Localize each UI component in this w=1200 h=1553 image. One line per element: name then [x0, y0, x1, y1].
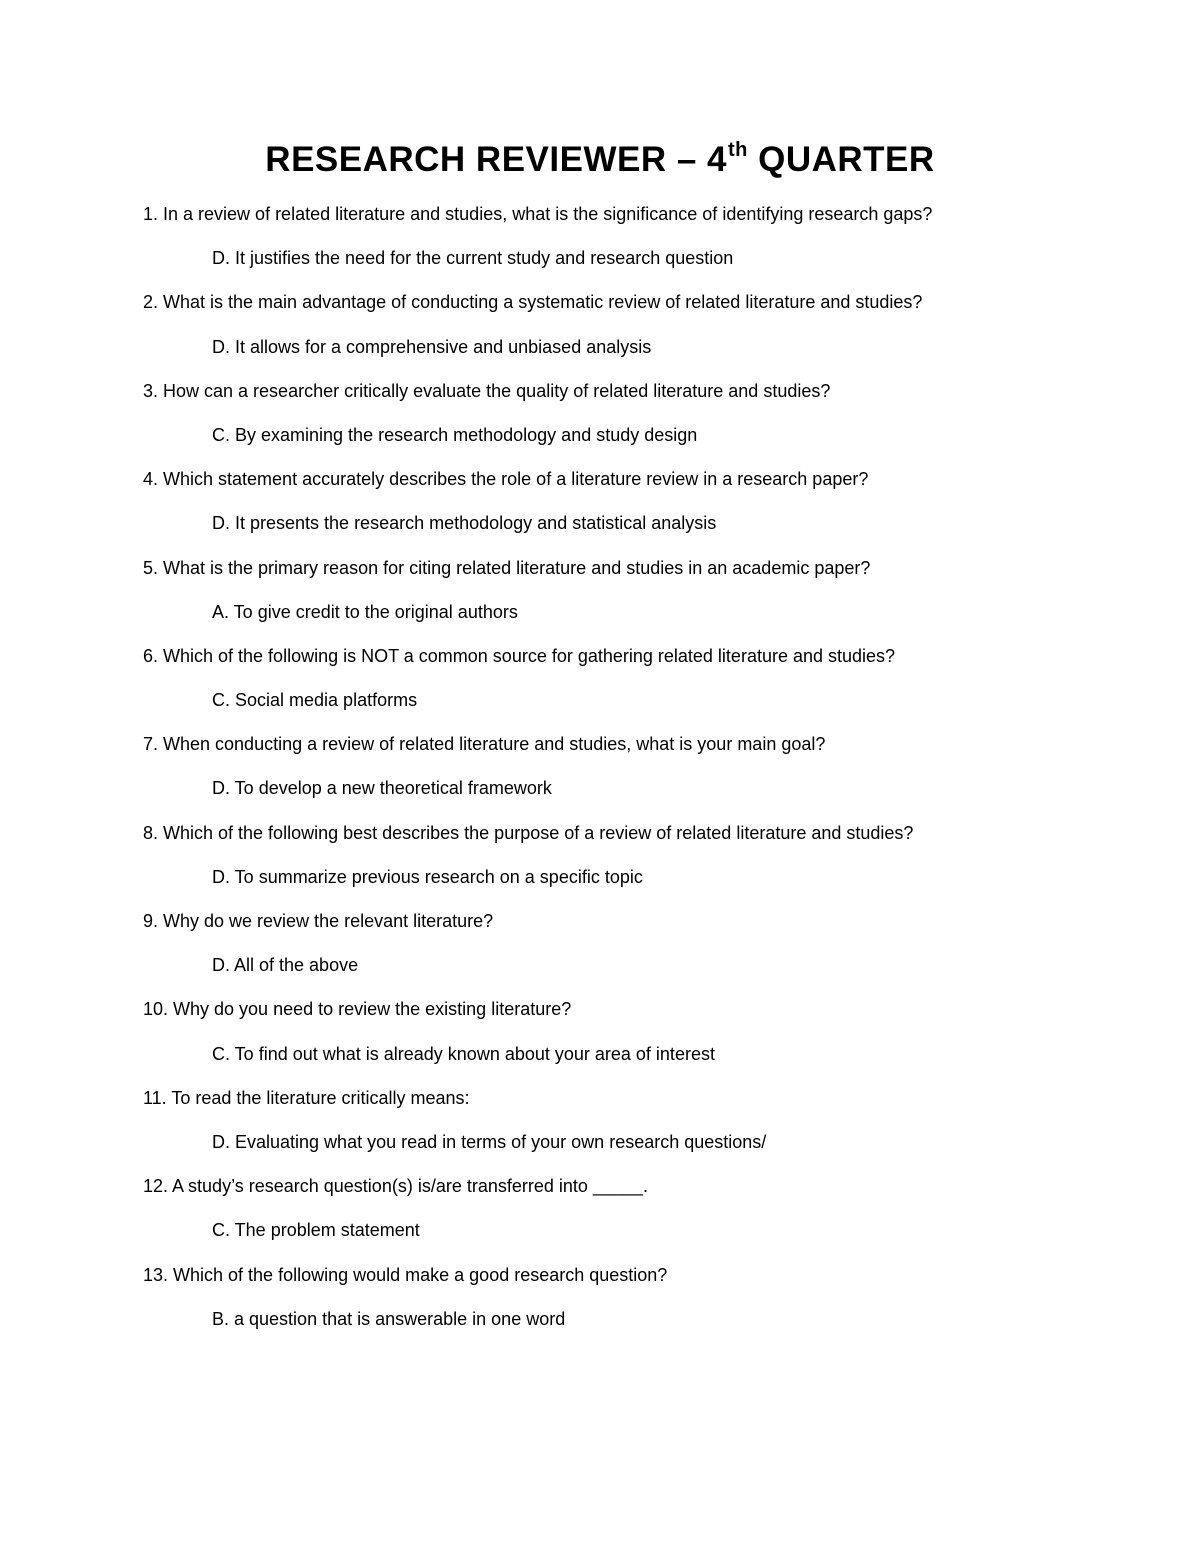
question-text: 4. Which statement accurately describes the role of a literature review in a research paper?: [143, 469, 869, 490]
question-text: 10. Why do you need to review the existing literature?: [143, 999, 572, 1020]
question-text: 6. Which of the following is NOT a common source for gathering related literature and studies?: [143, 645, 896, 666]
question-item-10: [143, 997, 1153, 1065]
question-item-4: [143, 467, 1153, 535]
answer-text: C. Social media platforms: [212, 690, 418, 711]
question-item-5: [143, 556, 1153, 624]
question-item-13: [143, 1263, 1153, 1331]
question-item-7: [143, 732, 1153, 800]
question-item-1: [143, 202, 1153, 270]
title-superscript: th: [728, 139, 748, 161]
question-item-3: [143, 379, 1153, 447]
question-text: 2. What is the main advantage of conducting a systematic review of related literature and studies?: [143, 292, 923, 313]
question-item-8: [143, 821, 1153, 889]
question-item-2: [143, 290, 1153, 358]
question-text: 7. When conducting a review of related literature and studies, what is your main goal?: [143, 734, 826, 755]
question-text: 12. A study’s research question(s) is/are transferred into _____.: [143, 1176, 648, 1197]
question-text: 5. What is the primary reason for citing related literature and studies in an academic paper?: [143, 557, 871, 578]
question-text: 13. Which of the following would make a good research question?: [143, 1264, 668, 1285]
question-text: 9. Why do we review the relevant literature?: [143, 911, 494, 931]
answer-text: D. All of the above: [212, 955, 359, 976]
answer-text: C. By examining the research methodology and study design: [212, 424, 698, 445]
title-end: QUARTER: [747, 140, 935, 179]
answer-text: C. To find out what is already known about your area of interest: [212, 1043, 715, 1064]
page-title: [0, 138, 1200, 182]
question-text: 1. In a review of related literature and studies, what is the significance of identifying research gaps?: [143, 204, 933, 224]
question-text: 8. Which of the following best describes the purpose of a review of related literature and studies?: [143, 822, 914, 843]
answer-text: D. To develop a new theoretical framework: [212, 778, 552, 799]
question-list: [143, 202, 1153, 1351]
answer-text: D. It presents the research methodology and statistical analysis: [212, 513, 717, 534]
title-main: RESEARCH REVIEWER – 4: [265, 140, 728, 179]
answer-text: B. a question that is answerable in one word: [212, 1308, 566, 1329]
answer-text: D. Evaluating what you read in terms of your own research questions/: [212, 1131, 767, 1152]
answer-text: C. The problem statement: [212, 1220, 420, 1241]
question-item-9: [143, 909, 1153, 977]
question-item-11: [143, 1086, 1153, 1154]
answer-text: D. To summarize previous research on a specific topic: [212, 866, 643, 887]
answer-text: D. It allows for a comprehensive and unbiased analysis: [212, 336, 652, 357]
answer-text: D. It justifies the need for the current study and research question: [212, 248, 734, 269]
question-text: 3. How can a researcher critically evaluate the quality of related literature and studies?: [143, 380, 831, 401]
answer-text: A. To give credit to the original authors: [212, 601, 518, 622]
question-item-6: [143, 644, 1153, 712]
question-text: 11. To read the literature critically means:: [143, 1087, 470, 1108]
question-item-12: [143, 1174, 1153, 1242]
